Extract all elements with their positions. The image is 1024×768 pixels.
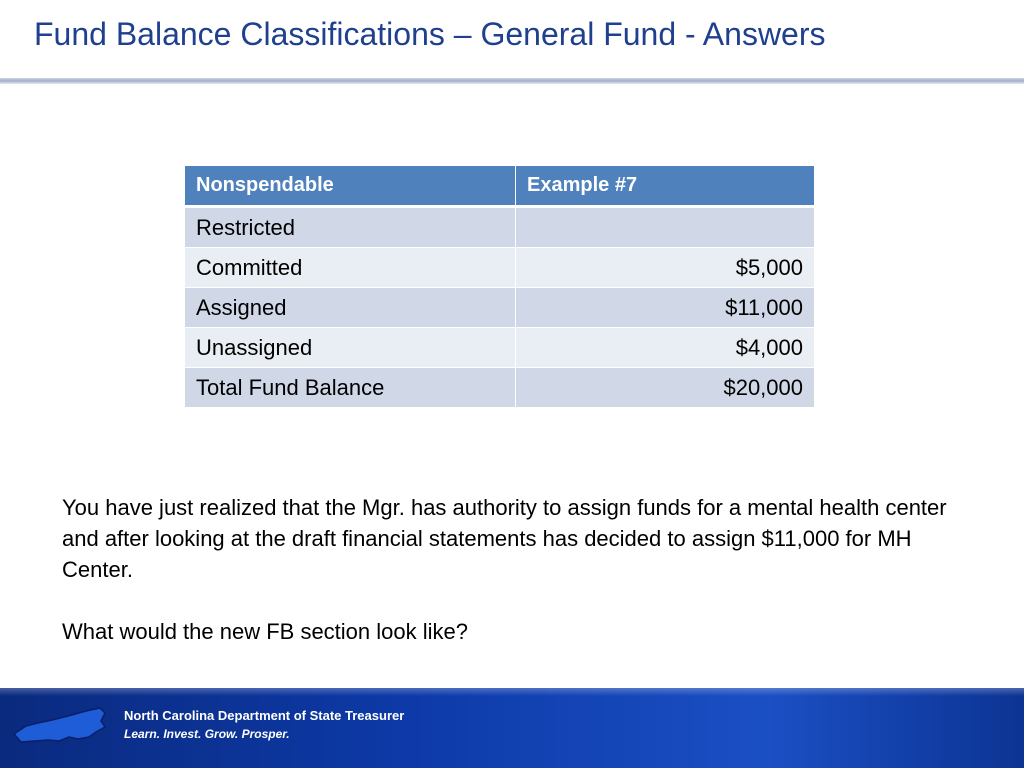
row-label: Total Fund Balance (185, 368, 516, 408)
row-amount: $5,000 (516, 248, 815, 288)
footer-organization: North Carolina Department of State Treasurer (124, 708, 405, 723)
row-label: Unassigned (185, 328, 516, 368)
row-amount: $11,000 (516, 288, 815, 328)
table-row (185, 328, 815, 368)
fund-balance-table (184, 165, 815, 408)
slide-title: Fund Balance Classifications – General Fund - Answers (34, 16, 826, 52)
table-row (185, 248, 815, 288)
row-amount: $20,000 (516, 368, 815, 408)
row-amount (516, 207, 815, 248)
title-divider (0, 78, 1024, 84)
row-label: Committed (185, 248, 516, 288)
table-header-row (185, 166, 815, 207)
body-text (62, 492, 962, 647)
row-label: Assigned (185, 288, 516, 328)
row-amount: $4,000 (516, 328, 815, 368)
scenario-paragraph: You have just realized that the Mgr. has authority to assign funds for a mental health center and after looking at the draft financial statements has decided to assign $11,000 for MH Center. (62, 495, 947, 582)
header-example: Example #7 (516, 166, 815, 207)
north-carolina-map-icon (12, 704, 108, 746)
header-classification: Nonspendable (185, 166, 516, 207)
footer-highlight (0, 688, 1024, 696)
table-row (185, 368, 815, 408)
row-label: Restricted (185, 207, 516, 248)
question-paragraph: What would the new FB section look like? (62, 619, 468, 644)
table-row (185, 207, 815, 248)
footer-tagline: Learn. Invest. Grow. Prosper. (124, 727, 290, 741)
footer-banner (0, 688, 1024, 768)
table-row (185, 288, 815, 328)
